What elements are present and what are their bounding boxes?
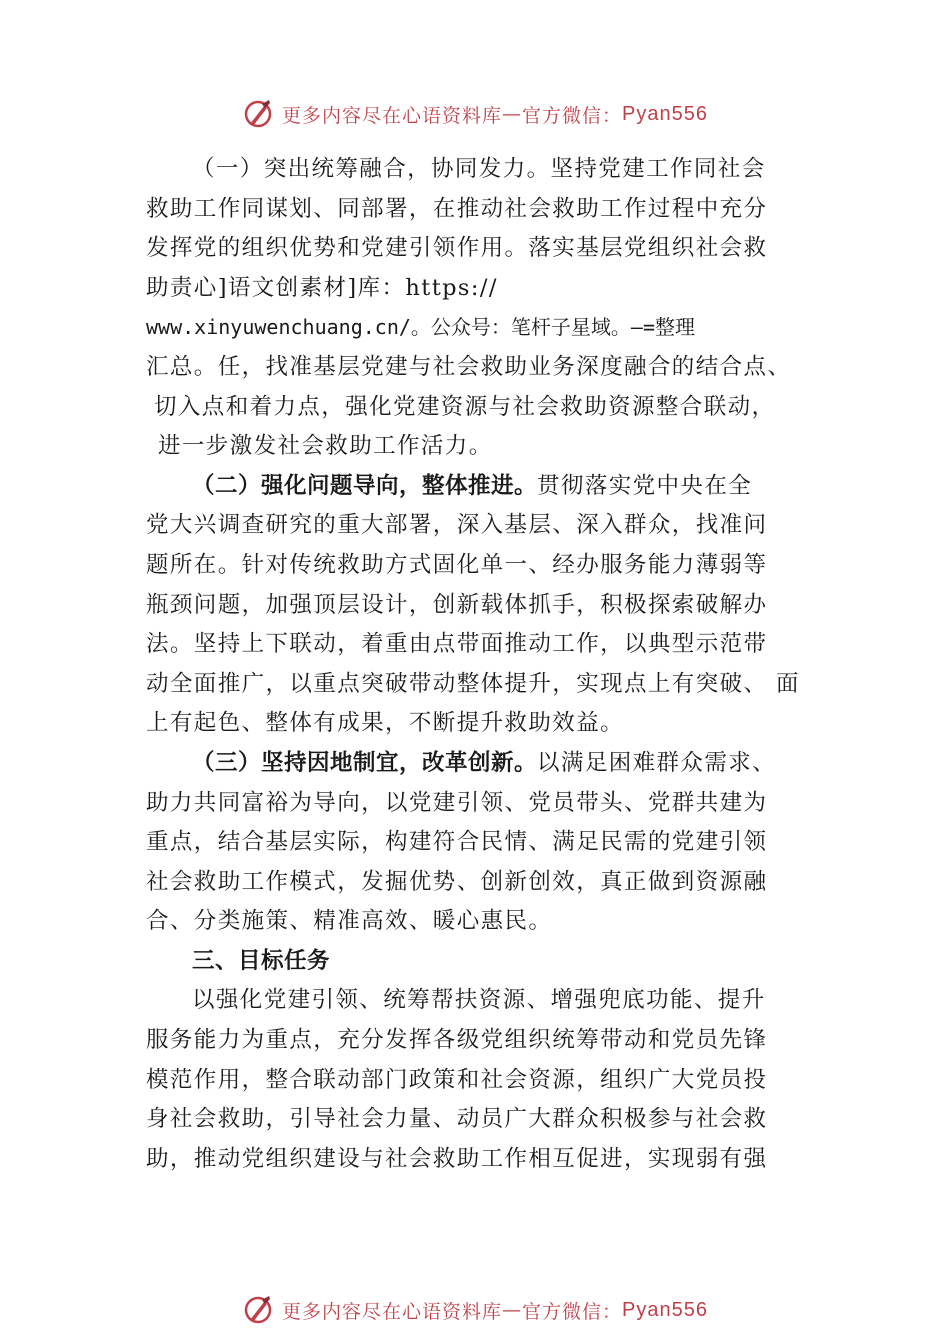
text-line: 法。坚持上下联动，着重由点带面推动工作，以典型示范带 [146, 631, 768, 658]
text-line: 身社会救助，引导社会力量、动员广大群众积极参与社会救 [146, 1106, 768, 1133]
text-line [146, 269, 811, 309]
text-line [146, 744, 811, 784]
watermark-dash: — [502, 103, 523, 125]
text-line: 模范作用，整合联动部门政策和社会资源，组织广大党员投 [146, 1066, 768, 1093]
text-line: 进一步激发社会救助工作活力。 [158, 433, 493, 460]
watermark-wechat-id: Pyan556 [622, 1298, 708, 1321]
document-body [146, 150, 811, 1179]
text-fragment: 贯彻落实党中央在全 [537, 472, 753, 499]
watermark-brand: 更多内容尽在心语资料库 [282, 1300, 503, 1323]
watermark-dash: — [502, 1299, 523, 1321]
watermark-wechat-id: Pyan556 [622, 102, 708, 125]
section-lead-2: （二）强化问题导向，整体推进。 [192, 472, 538, 499]
text-line: 党大兴调查研究的重大部署，深入基层、深入群众，找准问 [146, 512, 768, 539]
text-line: 切入点和着力点，强化党建资源与社会救助资源整合联动， [154, 393, 776, 420]
text-line: 瓶颈问题，加强顶层设计，创新载体抓手，积极探索破解办 [146, 591, 768, 618]
brush-pen-logo-icon [242, 98, 274, 130]
text-line: 题所在。针对传统救助方式固化单一、经办服务能力薄弱等 [146, 551, 768, 578]
text-line: 救助工作同谋划、同部署，在推动社会救助工作过程中充分 [146, 195, 768, 222]
text-line: （一）突出统筹融合，协同发力。坚持党建工作同社会 [192, 156, 766, 182]
text-line: 助，推动党组织建设与社会救助工作相互促进，实现弱有强 [146, 1145, 768, 1172]
footer-watermark [0, 1290, 950, 1330]
header-watermark [0, 94, 950, 134]
text-line: 重点，结合基层实际，构建符合民情、满足民需的党建引领 [146, 829, 768, 856]
watermark-official-label: 官方微信： [522, 104, 623, 127]
text-fragment: 以满足困难群众需求、 [537, 749, 777, 776]
text-line: 汇总。任，找准基层党建与社会救助业务深度融合的结合点、 [146, 353, 792, 380]
text-line-url: www.xinyuwenchuang.cn/。公众号：笔杆子星域。—=整理 [146, 315, 695, 340]
watermark-official-label: 官方微信： [522, 1300, 623, 1323]
text-line: 以强化党建引领、统筹帮扶资源、增强兜底功能、提升 [192, 987, 766, 1014]
text-line: 助力共同富裕为导向，以党建引领、党员带头、党群共建为 [146, 789, 768, 816]
text-line: 服务能力为重点，充分发挥各级党组织统筹带动和党员先锋 [146, 1027, 768, 1054]
section-heading: 三、目标任务 [192, 947, 331, 974]
text-line [146, 467, 811, 507]
text-line: 合、分类施策、精准高效、暖心惠民。 [146, 908, 553, 935]
text-line: 动全面推广，以重点突破带动整体提升，实现点上有突破、 面 [146, 670, 800, 697]
text-line: 上有起色、整体有成果，不断提升救助效益。 [146, 710, 625, 737]
section-lead-3: （三）坚持因地制宜，改革创新。 [192, 749, 538, 776]
brush-pen-logo-icon [242, 1294, 274, 1326]
watermark-brand: 更多内容尽在心语资料库 [282, 104, 503, 127]
text-fragment: 助责心]语文创素材]库：https:// [146, 274, 498, 301]
text-line: 发挥党的组织优势和党建引领作用。落实基层党组织社会救 [146, 235, 768, 262]
text-line: 社会救助工作模式，发掘优势、创新创效，真正做到资源融 [146, 868, 768, 895]
